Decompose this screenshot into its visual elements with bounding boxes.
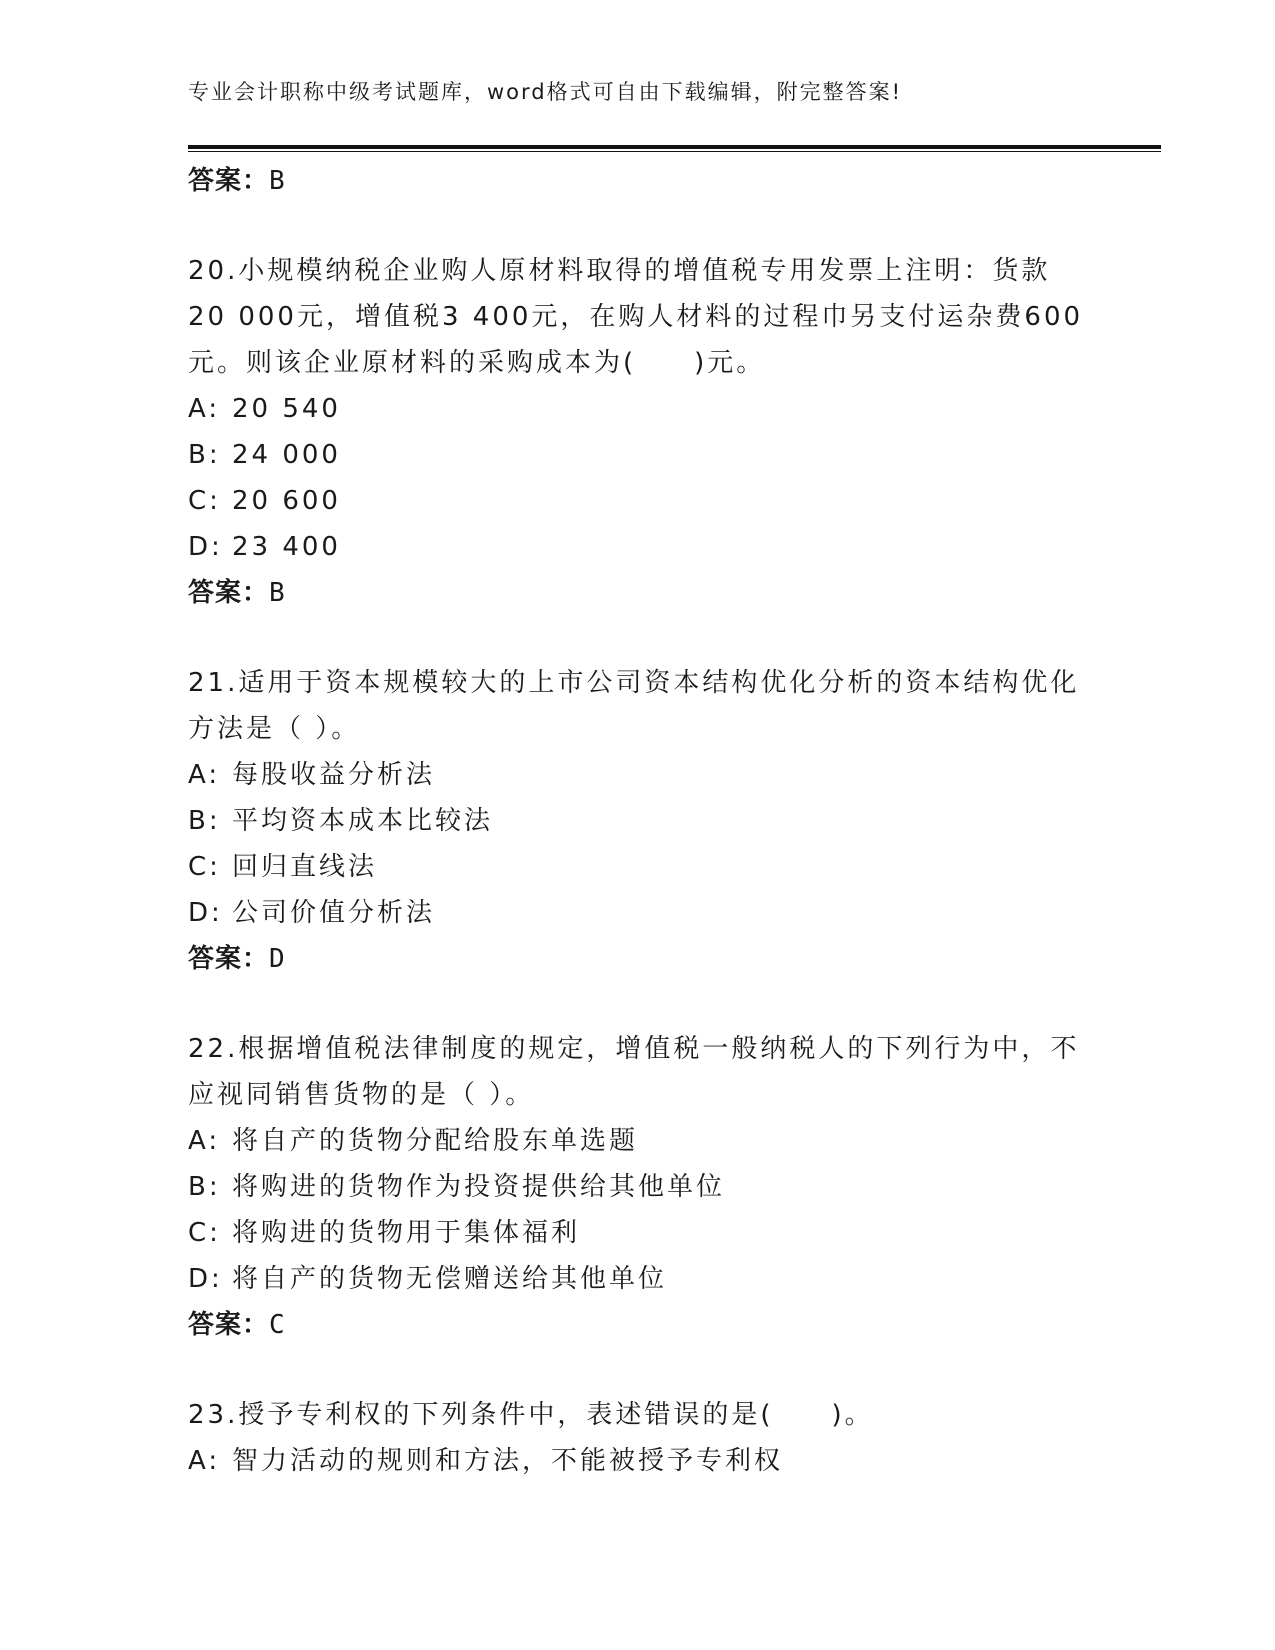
option-b (188, 432, 1088, 478)
option-key: C: (188, 486, 221, 516)
option-text: 每股收益分析法 (232, 760, 436, 790)
answer-label: 答案： (188, 1310, 270, 1340)
option-key: B: (188, 1172, 221, 1202)
option-text: 将购进的货物作为投资提供给其他单位 (232, 1172, 726, 1202)
option-key: D: (188, 532, 223, 562)
option-a (188, 1438, 1088, 1484)
option-c (188, 844, 1088, 890)
question-20 (188, 248, 1088, 616)
option-key: A: (188, 1446, 221, 1476)
option-a (188, 752, 1088, 798)
answer-prev (188, 158, 1088, 204)
answer-value: B (269, 578, 286, 608)
answer-value: C (269, 1310, 286, 1340)
option-text: 20 600 (232, 486, 341, 516)
question-text: 23.授予专利权的下列条件中，表述错误的是( )。 (188, 1400, 874, 1430)
option-d (188, 890, 1088, 936)
option-text: 公司价值分析法 (232, 898, 436, 928)
option-key: A: (188, 760, 221, 790)
option-key: D: (188, 1264, 223, 1294)
option-key: A: (188, 1126, 221, 1156)
answer (188, 570, 1088, 616)
option-a (188, 386, 1088, 432)
option-text: 将自产的货物分配给股东单选题 (232, 1126, 639, 1156)
option-key: C: (188, 852, 221, 882)
question-22 (188, 1026, 1088, 1348)
option-key: A: (188, 394, 221, 424)
answer-label: 答案： (188, 166, 270, 196)
option-text: 23 400 (232, 532, 341, 562)
option-c (188, 1210, 1088, 1256)
option-b (188, 798, 1088, 844)
option-text: 将自产的货物无偿赠送给其他单位 (232, 1264, 668, 1294)
option-text: 将购进的货物用于集体福利 (232, 1218, 581, 1248)
option-a (188, 1118, 1088, 1164)
option-key: B: (188, 440, 221, 470)
answer (188, 1302, 1088, 1348)
answer-value: B (269, 166, 286, 196)
answer-value: D (269, 944, 286, 974)
option-text: 24 000 (232, 440, 341, 470)
option-text: 智力活动的规则和方法，不能被授予专利权 (232, 1446, 784, 1476)
option-c (188, 478, 1088, 524)
answer-label: 答案： (188, 944, 270, 974)
question-21 (188, 660, 1088, 982)
question-text: 20.小规模纳税企业购人原材料取得的增值税专用发票上注明：货款20 000元，增值税3 400元，在购人材料的过程巾另支付运杂费600元。则该企业原材料的采购成本为( )元。 (188, 256, 1084, 378)
option-key: D: (188, 898, 223, 928)
option-d (188, 1256, 1088, 1302)
option-b (188, 1164, 1088, 1210)
question-text: 22.根据增值税法律制度的规定，增值税一般纳税人的下列行为中，不应视同销售货物的是（ ）。 (188, 1034, 1080, 1110)
header-divider (188, 145, 1161, 149)
option-text: 平均资本成本比较法 (232, 806, 494, 836)
option-key: B: (188, 806, 221, 836)
option-text: 回归直线法 (232, 852, 378, 882)
option-key: C: (188, 1218, 221, 1248)
option-d (188, 524, 1088, 570)
question-23 (188, 1392, 1088, 1484)
document-body (188, 158, 1088, 1484)
answer (188, 936, 1088, 982)
answer-label: 答案： (188, 578, 270, 608)
question-text: 21.适用于资本规模较大的上市公司资本结构优化分析的资本结构优化方法是（ ）。 (188, 668, 1080, 744)
option-text: 20 540 (232, 394, 341, 424)
page-header: 专业会计职称中级考试题库，word格式可自由下载编辑，附完整答案! (188, 80, 903, 104)
